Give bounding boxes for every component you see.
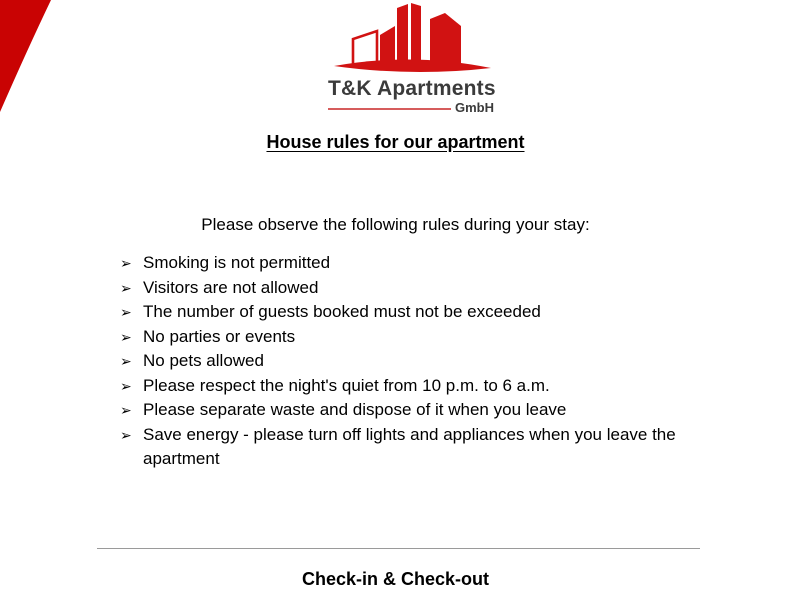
arrow-bullet-icon: ➢: [120, 402, 132, 418]
list-item: [120, 300, 702, 325]
building-tower-b-shape: [411, 3, 421, 64]
rule-text: Please separate waste and dispose of it when you leave: [143, 400, 567, 419]
building-front-shape: [380, 26, 395, 64]
brand-underline: [328, 108, 451, 110]
building-tower-a-shape: [397, 4, 408, 64]
list-item: [120, 349, 702, 374]
arrow-bullet-icon: ➢: [120, 426, 132, 443]
intro-text: Please observe the following rules during your stay:: [201, 215, 590, 234]
rule-text: The number of guests booked must not be exceeded: [143, 302, 541, 321]
corner-accent-path: [0, 0, 51, 112]
rule-text: Visitors are not allowed: [143, 277, 319, 297]
list-item: [120, 325, 702, 350]
brand-name: T&K Apartments: [328, 77, 496, 100]
arrow-bullet-icon: ➢: [120, 353, 132, 369]
rule-text: No pets allowed: [143, 351, 264, 370]
rules-list: [120, 251, 702, 472]
brand-suffix-row: [328, 101, 494, 114]
rule-text: Smoking is not permitted: [143, 253, 331, 272]
rule-text: No parties or events: [143, 326, 296, 346]
list-item: [120, 398, 702, 423]
corner-accent-shape: [0, 0, 60, 115]
brand-suffix: GmbH: [455, 100, 494, 115]
arrow-bullet-icon: ➢: [120, 304, 132, 320]
list-item: [120, 423, 702, 472]
building-outline-shape: [353, 31, 377, 64]
arrow-bullet-icon: ➢: [120, 328, 132, 345]
arrow-bullet-icon: ➢: [120, 377, 132, 394]
list-item: [120, 276, 702, 301]
building-right-shape: [430, 13, 461, 64]
list-item: [120, 251, 702, 276]
rule-text: Save energy - please turn off lights and appliances when you leave the apartment: [143, 424, 676, 468]
section-heading-checkin: Check-in & Check-out: [301, 569, 490, 589]
rule-text: Please respect the night's quiet from 10 p.m. to 6 a.m.: [143, 375, 550, 395]
page-title: House rules for our apartment: [266, 132, 525, 152]
arrow-bullet-icon: ➢: [120, 279, 132, 296]
company-logo: [328, 2, 494, 114]
section-divider: [97, 548, 700, 549]
list-item: [120, 374, 702, 399]
buildings-skyline-icon: [328, 2, 494, 76]
arrow-bullet-icon: ➢: [120, 255, 132, 271]
